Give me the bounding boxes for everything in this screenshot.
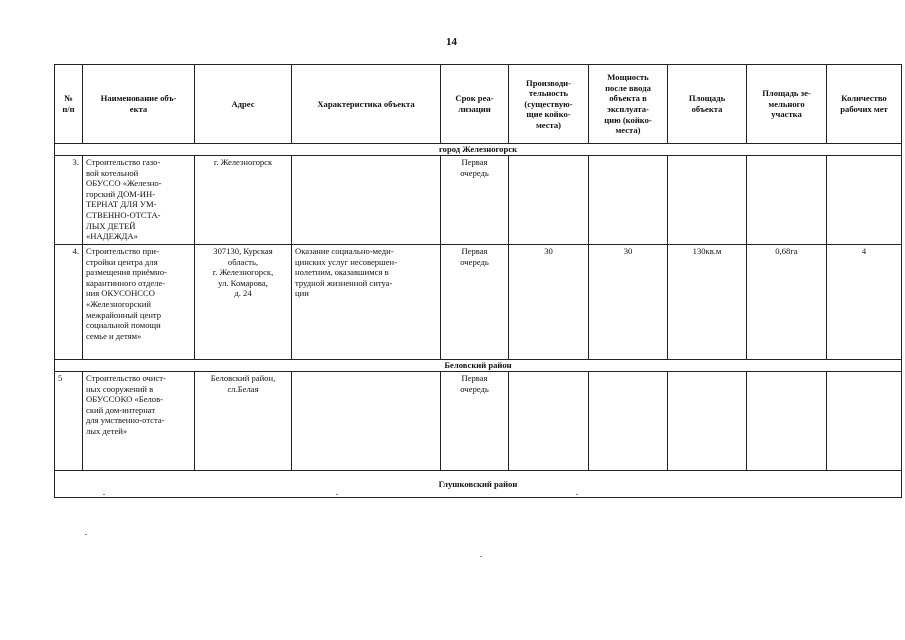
header-name: Наименование объ- екта [83, 65, 195, 144]
row-address: Беловский район, сл.Белая [195, 372, 292, 471]
row-productivity [509, 156, 589, 245]
row-characteristic: Оказание социально-меди- цинских услуг несовершен- нолетним, оказавшимся в трудной жизненной ситуа- ции [292, 245, 441, 360]
row-name: Строительство газо- вой котельной ОБУССО «Железно- горский ДОМ-ИН- ТЕРНАТ ДЛЯ УМ- СТВЕННО-ОТСТА- ЛЫХ ДЕТЕЙ «НАДЕЖДА» [83, 156, 195, 245]
header-row [55, 65, 902, 144]
header-term: Срок реа- лизации [441, 65, 509, 144]
header-address: Адрес [195, 65, 292, 144]
row-characteristic [292, 372, 441, 471]
table-row [55, 372, 902, 471]
row-area [668, 372, 747, 471]
row-area: 130кв.м [668, 245, 747, 360]
header-area: Площадь объекта [668, 65, 747, 144]
row-capacity [589, 156, 668, 245]
header-characteristic: Характеристика объекта [292, 65, 441, 144]
row-productivity [509, 372, 589, 471]
row-address: г. Железногорск [195, 156, 292, 245]
row-name: Строительство очист- ных сооружений в ОБУССОКО «Белов- ский дом-интернат для умственно-отста- лых детей» [83, 372, 195, 471]
row-num: 5 [55, 372, 83, 471]
row-area [668, 156, 747, 245]
scan-speck [336, 494, 338, 495]
row-term: Первая очередь [441, 372, 509, 471]
header-productivity: Производи- тельность (существую- щие койко- места) [509, 65, 589, 144]
row-term: Первая очередь [441, 245, 509, 360]
row-capacity [589, 372, 668, 471]
section-title: город Железногорск [55, 144, 902, 156]
row-workplaces [827, 372, 902, 471]
header-capacity: Мощность после ввода объекта в эксплуата- цию (койко- места) [589, 65, 668, 144]
row-num: 4. [55, 245, 83, 360]
row-land-area [747, 372, 827, 471]
row-term: Первая очередь [441, 156, 509, 245]
row-capacity: 30 [589, 245, 668, 360]
row-workplaces: 4 [827, 245, 902, 360]
row-land-area: 0,68га [747, 245, 827, 360]
section-row [55, 471, 902, 498]
row-characteristic [292, 156, 441, 245]
table-row [55, 156, 902, 245]
header-workplaces: Количество рабочих мет [827, 65, 902, 144]
header-land-area: Площадь зе- мельного участка [747, 65, 827, 144]
row-name: Строительство при- стройки центра для размещения приёмно- карантинного отделе- ния ОКУСОНССО «Железногорский межрайонный центр социальной помощи семье и детям» [83, 245, 195, 360]
scan-speck [576, 494, 578, 495]
row-address: 307130, Курская область, г. Железногорск, ул. Комарова, д. 24 [195, 245, 292, 360]
row-workplaces [827, 156, 902, 245]
section-row [55, 144, 902, 156]
scan-speck [103, 494, 105, 495]
section-row [55, 360, 902, 372]
scan-speck [85, 534, 87, 535]
table-row [55, 245, 902, 360]
page-number: 14 [446, 36, 457, 48]
row-num: 3. [55, 156, 83, 245]
row-productivity: 30 [509, 245, 589, 360]
row-land-area [747, 156, 827, 245]
section-title: Беловский район [55, 360, 902, 372]
scan-speck [480, 556, 482, 557]
section-title: Глушковский район [55, 471, 902, 498]
objects-table [54, 64, 902, 498]
header-num: № п/п [55, 65, 83, 144]
